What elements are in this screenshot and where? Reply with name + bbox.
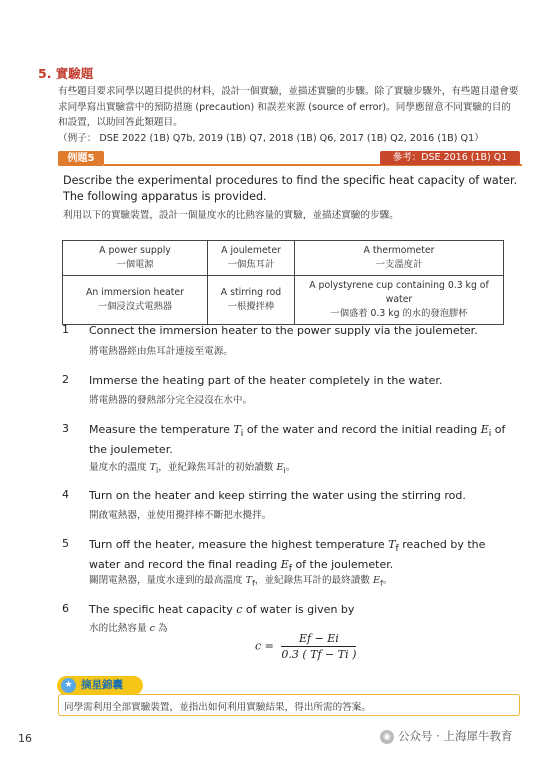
- watermark: [380, 728, 512, 744]
- step-chinese: 將電熱器經由焦耳計連接至電源。: [89, 346, 233, 357]
- step-english: Measure the temperature $T_i$ of the water and record the initial reading $E_i$ of the joulemeter.: [89, 423, 506, 456]
- step-number: 3: [62, 422, 69, 435]
- star-icon: ★: [61, 678, 76, 693]
- step-number: 2: [62, 373, 69, 386]
- apparatus-table: [62, 240, 504, 325]
- step-english: Connect the immersion heater to the power supply via the joulemeter.: [89, 324, 478, 337]
- formula-fraction: [281, 632, 356, 661]
- table-cell: A power supply 一個電源: [63, 241, 208, 276]
- tip-badge: [57, 676, 143, 695]
- formula-lhs: c =: [255, 639, 274, 653]
- reference-badge: 參考：DSE 2016 (1B) Q1: [380, 151, 520, 165]
- example-label: 例題5: [58, 151, 104, 166]
- question-english: Describe the experimental procedures to find the specific heat capacity of water. The following apparatus is provided.: [63, 174, 518, 203]
- formula-numerator: Ef − Ei: [281, 632, 356, 647]
- step-chinese: 量度水的溫度 $T_i$，並紀錄焦耳計的初始讀數 $E_i$。: [89, 462, 296, 475]
- table-row: [63, 241, 504, 276]
- tip-label: 摘星錦囊: [81, 679, 123, 691]
- step-chinese: 開啟電熱器，並使用攪拌棒不斷把水攪拌。: [89, 510, 272, 521]
- table-cell: A thermometer 一支溫度計: [295, 241, 504, 276]
- heat-capacity-formula: [255, 632, 356, 661]
- wechat-icon: ◉: [380, 730, 394, 744]
- step-english: The specific heat capacity c of water is given by: [89, 603, 355, 616]
- table-cell: A polystyrene cup containing 0.3 kg of water 一個盛着 0.3 kg 的水的發泡膠杯: [295, 276, 504, 325]
- tip-text: 同學需利用全部實驗裝置，並指出如何利用實驗結果，得出所需的答案。: [64, 702, 371, 713]
- step-number: 6: [62, 602, 69, 615]
- step-english: Turn on the heater and keep stirring the water using the stirring rod.: [89, 489, 466, 502]
- table-cell: A joulemeter 一個焦耳計: [208, 241, 295, 276]
- section-title: 5. 實驗題: [38, 66, 94, 81]
- step-chinese: 關閉電熱器，量度水達到的最高溫度 $T_f$，並紀錄焦耳計的最終讀數 $E_f$。: [89, 575, 393, 588]
- step-chinese: 將電熱器的發熱部分完全浸沒在水中。: [89, 395, 253, 406]
- step-number: 1: [62, 323, 69, 336]
- step-number: 5: [62, 537, 69, 550]
- table-cell: A stirring rod 一根攪拌棒: [208, 276, 295, 325]
- intro-paragraph: [58, 84, 520, 146]
- step-english: Turn off the heater, measure the highest temperature $T_f$ reached by the water and record the final reading $E_f$ of the joulemeter.: [89, 538, 486, 574]
- intro-text: 有些題目要求同學以題目提供的材料，設計一個實驗，並描述實驗的步驟。除了實驗步驟外，有些題目還會要求同學寫出實驗當中的預防措施 (precaution) 和誤差來源 (source of error)。同學應留意不同實驗的目的和設置，以助回答此類題目。: [58, 86, 519, 128]
- table-row: [63, 276, 504, 325]
- formula-denominator: 0.3 ( Tf − Ti ): [281, 648, 357, 661]
- step-number: 4: [62, 488, 69, 501]
- intro-examples: （例子： DSE 2022 (1B) Q7b, 2019 (1B) Q7, 2018 (1B) Q6, 2017 (1B) Q2, 2016 (1B) Q1）: [58, 132, 484, 144]
- step-english: Immerse the heating part of the heater completely in the water.: [89, 374, 443, 387]
- step-chinese: 水的比熱容量 c 為: [89, 623, 168, 634]
- watermark-text: 公众号 · 上海犀牛教育: [398, 729, 513, 743]
- page-number: 16: [18, 732, 32, 745]
- question-chinese: 利用以下的實驗裝置，設計一個量度水的比熱容量的實驗，並描述實驗的步驟。: [63, 210, 399, 221]
- table-cell: An immersion heater 一個浸沒式電熱器: [63, 276, 208, 325]
